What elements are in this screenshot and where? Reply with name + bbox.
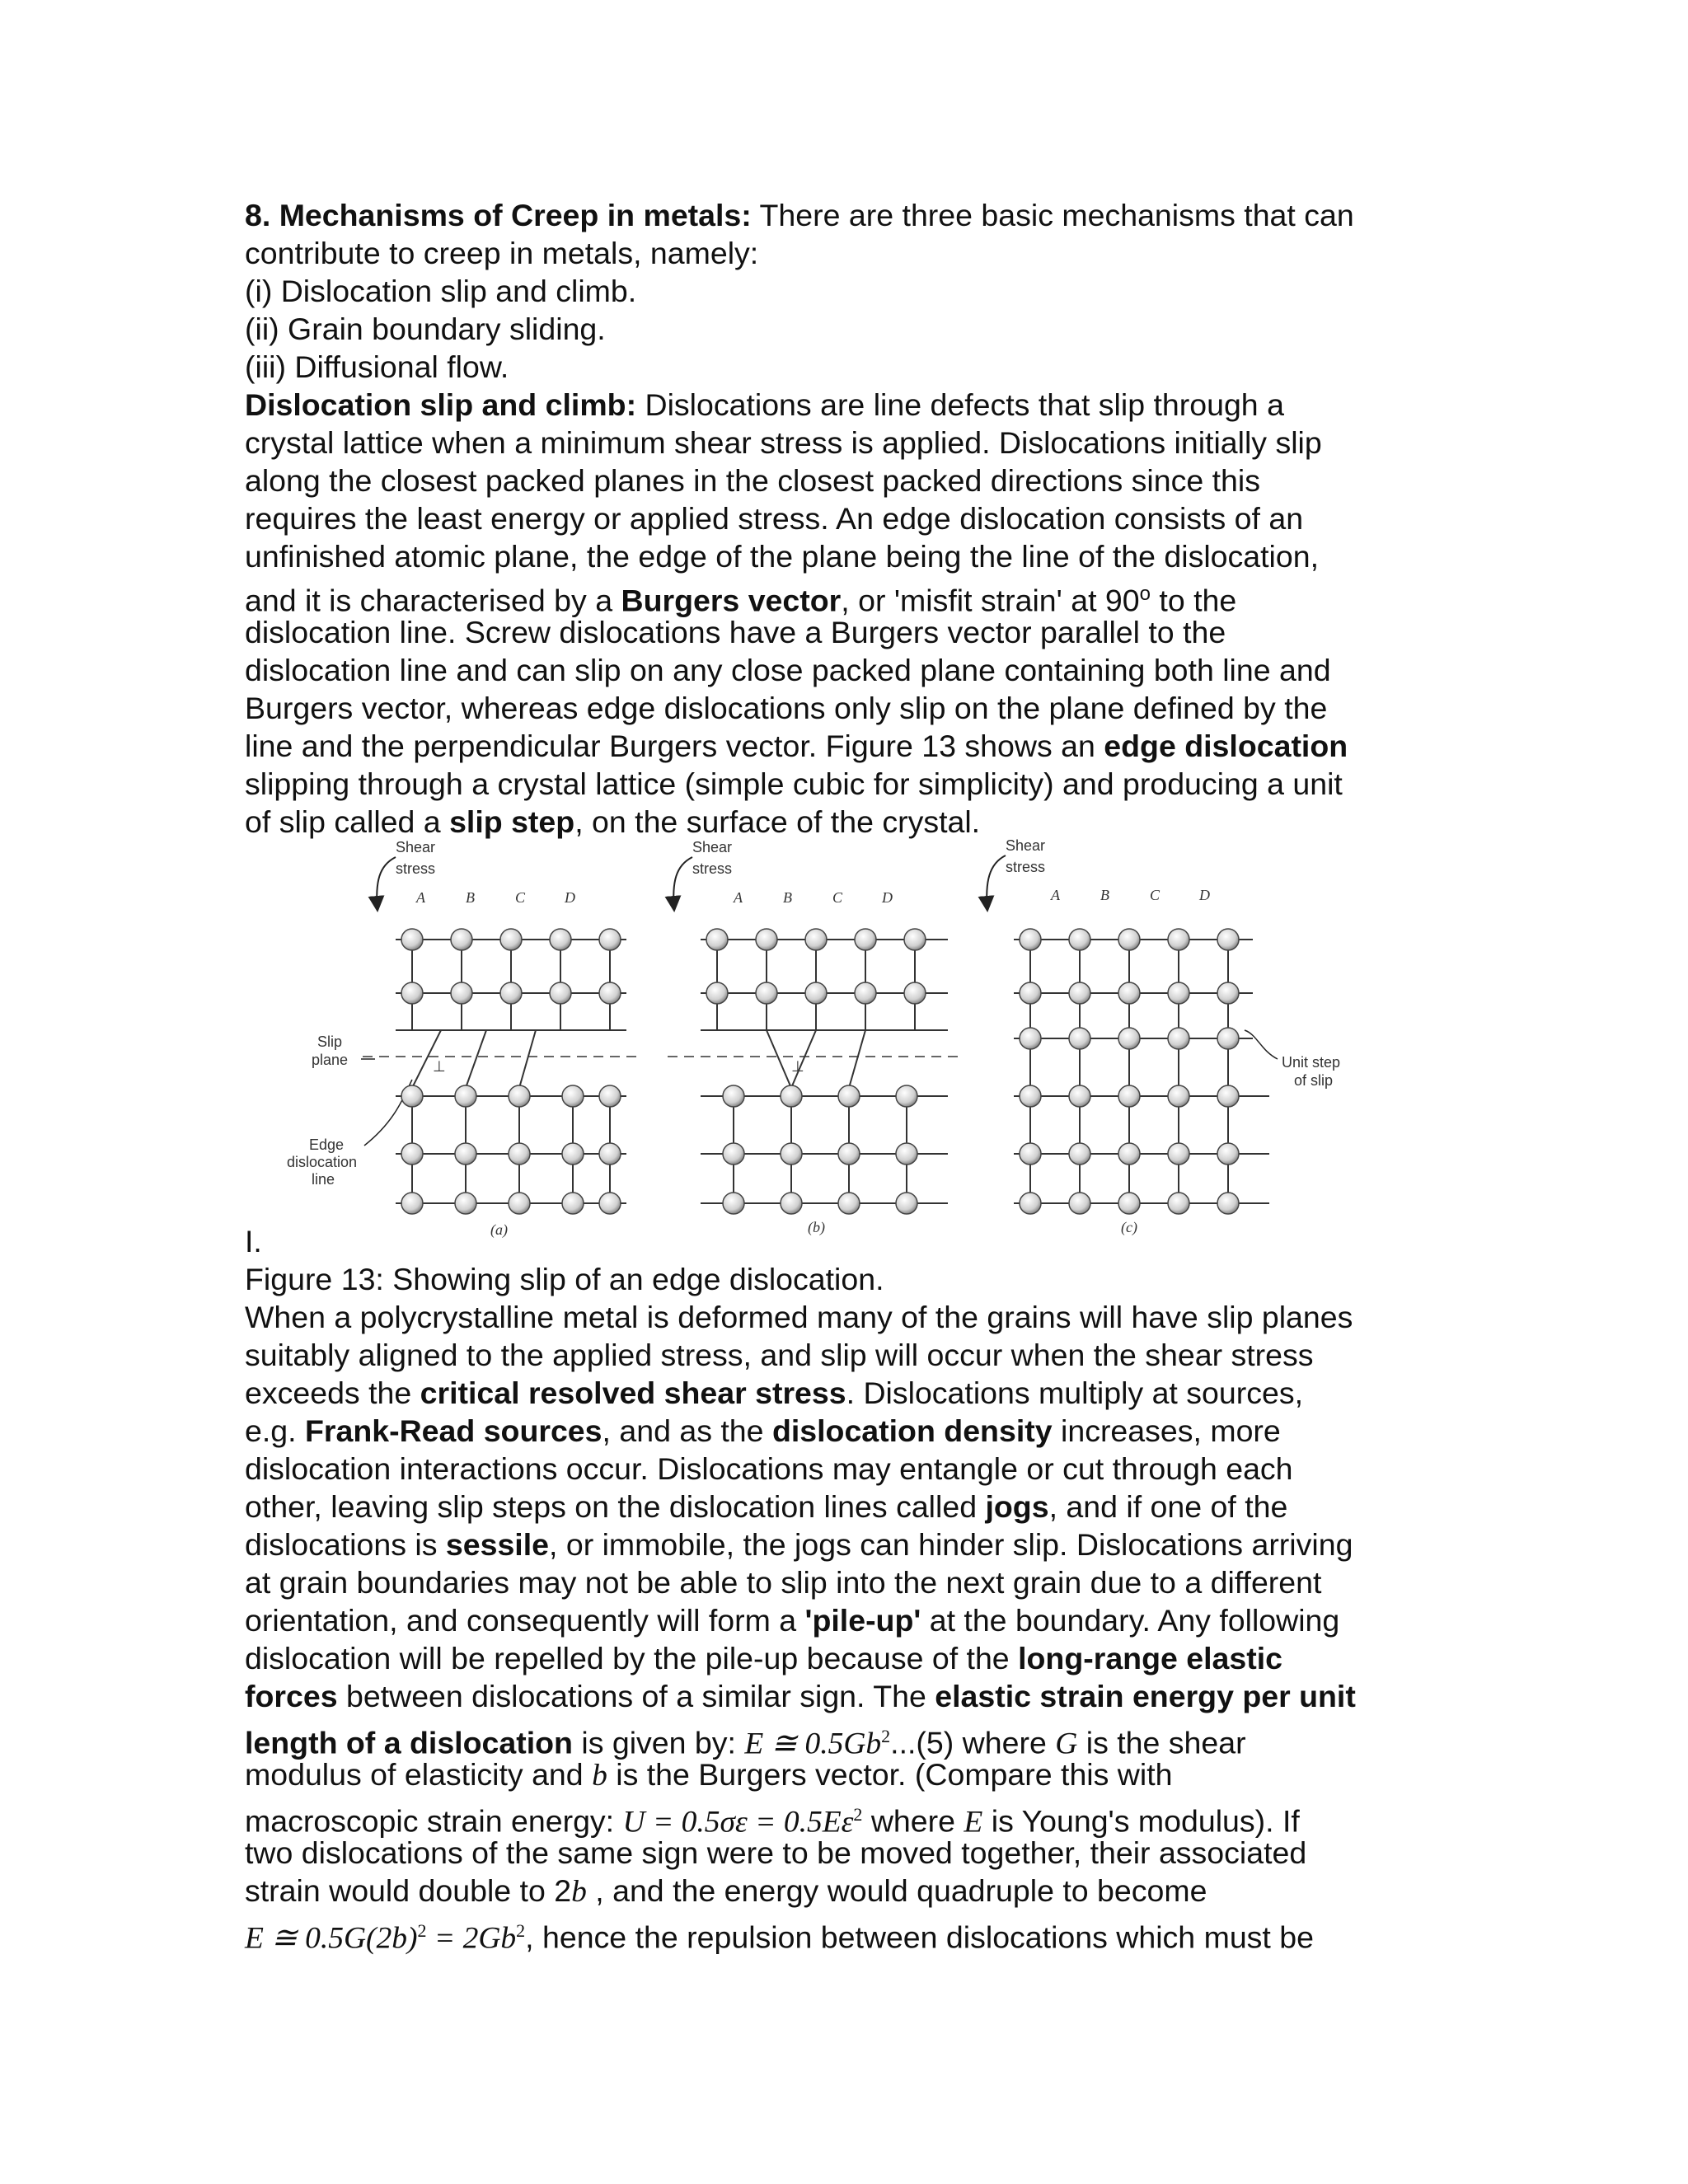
text-line: orientation, and consequently will form a 'pile-up' at the boundary. Any following	[245, 1603, 1340, 1638]
list-item: (ii) Grain boundary sliding.	[245, 312, 606, 346]
text-line: dislocations is sessile, or immobile, the jogs can hinder slip. Dislocations arriving	[245, 1527, 1353, 1562]
svg-text:stress: stress	[1006, 859, 1046, 875]
panel-c	[987, 837, 1340, 1236]
text-line: at grain boundaries may not be able to slip into the next grain due to a different	[245, 1565, 1322, 1600]
text-line: contribute to creep in metals, namely:	[245, 236, 759, 270]
svg-text:C: C	[515, 889, 526, 906]
equation-5: E ≅ 0.5Gb	[744, 1727, 882, 1761]
text-line: other, leaving slip steps on the dislocation lines called jogs, and if one of the	[245, 1489, 1288, 1524]
unit-step-label-2: of slip	[1294, 1072, 1334, 1089]
text-line: dislocation will be repelled by the pile-up because of the long-range elastic	[245, 1641, 1283, 1675]
svg-text:Shear: Shear	[396, 839, 436, 855]
text-line: two dislocations of the same sign were to be moved together, their associated	[245, 1835, 1307, 1870]
figure-marker: I.	[245, 1224, 262, 1258]
text-line: E ≅ $0.5G(2b)^2 = 2Gb^2$, hence the repulsion between dislocations which must be	[245, 1919, 1314, 1956]
text-line: unfinished atomic plane, the edge of the plane being the line of the dislocation,	[245, 539, 1320, 574]
text-line: forces between dislocations of a similar sign. The elastic strain energy per unit	[245, 1679, 1356, 1713]
slip-plane-label-2: plane	[312, 1052, 349, 1068]
text-line: crystal lattice when a minimum shear stress is applied. Dislocations initially slip	[245, 425, 1322, 460]
list-item: (i) Dislocation slip and climb.	[245, 274, 637, 308]
figure-caption: Figure 13: Showing slip of an edge dislocation.	[245, 1262, 884, 1296]
edge-label-2: dislocation	[287, 1154, 358, 1170]
panel-c-label: (c)	[1121, 1219, 1137, 1235]
svg-text:B: B	[783, 889, 792, 906]
text-line: exceeds the critical resolved shear stress. Dislocations multiply at sources,	[245, 1376, 1303, 1410]
svg-text:D: D	[882, 889, 893, 906]
svg-text:⊥: ⊥	[791, 1058, 804, 1075]
text-line: dislocation interactions occur. Dislocations may entangle or cut through each	[245, 1451, 1293, 1486]
svg-text:stress: stress	[396, 860, 436, 877]
svg-text:C: C	[832, 889, 843, 906]
text-line: of slip called a slip step, on the surface of the crystal.	[245, 804, 981, 839]
svg-text:stress: stress	[692, 860, 733, 877]
panel-b-label: (b)	[808, 1219, 825, 1235]
text-line: slipping through a crystal lattice (simple cubic for simplicity) and producing a unit	[245, 766, 1343, 801]
text-line: dislocation line and can slip on any close packed plane containing both line and	[245, 653, 1331, 687]
edge-dislocation-figure	[272, 832, 1426, 1244]
text-line: along the closest packed planes in the closest packed directions since this	[245, 463, 1260, 498]
svg-text:A: A	[1051, 887, 1060, 903]
text-line: requires the least energy or applied stress. An edge dislocation consists of an	[245, 501, 1304, 536]
text-line: and it is characterised by a Burgers vector, or 'misfit strain' at 90$^o$ to the	[245, 583, 1237, 618]
text-line: line and the perpendicular Burgers vector. Figure 13 shows an edge dislocation	[245, 729, 1348, 763]
section-heading-line: 8. Mechanisms of Creep in metals: There are three basic mechanisms that can	[245, 198, 1354, 232]
panel-b	[668, 839, 964, 1236]
text-line: strain would double to 2b , and the energy would quadruple to become	[245, 1873, 1207, 1909]
text-line: When a polycrystalline metal is deformed many of the grains will have slip planes	[245, 1300, 1353, 1334]
svg-text:A: A	[734, 889, 743, 906]
text-line: dislocation line. Screw dislocations have a Burgers vector parallel to the	[245, 615, 1226, 649]
svg-text:A: A	[416, 889, 425, 906]
svg-text:D: D	[565, 889, 575, 906]
subheading-line: Dislocation slip and climb: Dislocations are line defects that slip through a	[245, 387, 1284, 422]
strain-energy-equation: U = 0.5σε = 0.5Eε	[622, 1805, 854, 1840]
subheading: Dislocation slip and climb:	[245, 387, 637, 422]
list-item: (iii) Diffusional flow.	[245, 349, 509, 384]
panel-a	[363, 839, 643, 1239]
text-line: e.g. Frank-Read sources, and as the dislocation density increases, more	[245, 1413, 1281, 1448]
text-line: Burgers vector, whereas edge dislocations only slip on the plane defined by the	[245, 691, 1328, 725]
unit-step-label-1: Unit step	[1282, 1054, 1341, 1071]
edge-label-3: line	[312, 1171, 335, 1188]
text-line: suitably aligned to the applied stress, and slip will occur when the shear stress	[245, 1338, 1314, 1372]
section-heading: 8. Mechanisms of Creep in metals:	[245, 198, 752, 232]
svg-text:B: B	[1100, 887, 1109, 903]
svg-text:D: D	[1199, 887, 1210, 903]
panel-a-label: (a)	[490, 1221, 508, 1238]
svg-text:Shear: Shear	[1006, 837, 1046, 854]
svg-text:Shear: Shear	[692, 839, 733, 855]
text-line: modulus of elasticity and b is the Burgers vector. (Compare this with	[245, 1757, 1173, 1793]
svg-text:C: C	[1150, 887, 1160, 903]
figure-13	[272, 832, 1426, 1244]
svg-text:B: B	[466, 889, 475, 906]
text-line: length of a dislocation is given by: E ≅ 0.5Gb$^2$...(5) where G is the shear	[245, 1725, 1246, 1761]
edge-label-1: Edge	[309, 1137, 345, 1153]
double-dislocation-equation: E ≅ 0.5G(2b)	[245, 1921, 418, 1956]
slip-plane-label-1: Slip	[317, 1033, 343, 1050]
text-line: macroscopic strain energy: $U = 0.5\sigma\varepsilon = 0.5E\varepsilon^2$ where E is Young's modulus). If	[245, 1803, 1300, 1840]
svg-text:⊥: ⊥	[433, 1058, 446, 1075]
